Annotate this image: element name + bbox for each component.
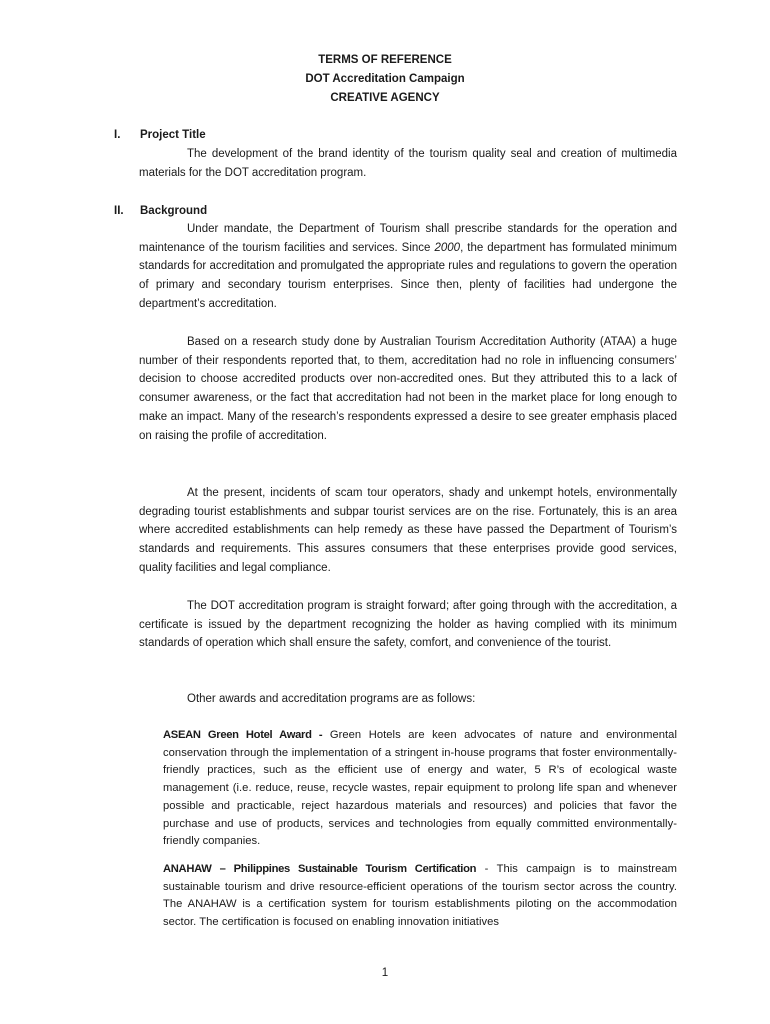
page-number: 1 xyxy=(381,967,389,979)
section-number: I. xyxy=(114,129,121,141)
background-paragraph-5 xyxy=(139,690,677,709)
paragraph: The DOT accreditation program is straight forward; after going through with the accreditation, a certificate is issued by the department recognizing the holder as having complied with its minimum standards of operation which shall ensure the safety, comfort, and convenience of the tourist. xyxy=(139,600,677,650)
section-title: Background xyxy=(140,205,208,217)
background-paragraph-1 xyxy=(139,220,677,314)
award-description: - This campaign is to mainstream sustainable tourism and drive resource-efficient operations of the tourism sector across the country. The ANAHAW is a certification system for tourism establishments piloting on the accommodation sector. The certification is focused on enabling innovation initiatives xyxy=(163,863,677,929)
paragraph: Based on a research study done by Australian Tourism Accreditation Authority (ATAA) a huge number of their respondents reported that, to them, accreditation had no role in influencing consumers’ decision to choose accredited products over non-accredited ones. But they attributed this to a lack of consumer awareness, or the fact that accreditation had not been in the market place for long enough to make an impact. Many of the research’s respondents expressed a desire to see greater emphasis placed on raising the profile of accreditation. xyxy=(139,336,677,442)
text-run: , the department has formulated minimum standards for accreditation and promulgated the appropriate rules and regulations to govern the operation of primary and secondary tourism enterprises. Since then, plenty of facilities had undergone the department’s accreditation. xyxy=(139,241,677,310)
paragraph: At the present, incidents of scam tour operators, shady and unkempt hotels, environmentally degrading tourist establishments and subpar tourist services are on the rise. Fortunately, this is an area where accredited establishments can help remedy as these have passed the Department of Tourism’s standards and requirements. This assures consumers that these enterprises provide good services, quality facilities and legal compliance. xyxy=(139,487,677,574)
text-run: Under mandate, the Department of Tourism shall prescribe standards for the operation and maintenance of the tourism facilities and services. Since xyxy=(139,223,677,254)
header-agency: CREATIVE AGENCY xyxy=(330,92,440,104)
paragraph: The development of the brand identity of the tourism quality seal and creation of multimedia materials for the DOT accreditation program. xyxy=(139,148,677,179)
paragraph xyxy=(139,220,677,314)
section-heading-project-title xyxy=(114,126,206,145)
award-description: Green Hotels are keen advocates of nature and environmental conservation through the implementation of a stringent in-house programs that foster environmentally- friendly practices, such as the efficient use of energy and water, 5 R’s of ecological waste management (i.e. reduce, reuse, recycle wastes, repair equipment to prolong life span and whenever possible and practicable, reject hazardous materials and resources) and policies that favor the purchase and use of products, services and technologies from equally committed environmentally-friendly companies. xyxy=(163,729,677,848)
paragraph: Other awards and accreditation programs are as follows: xyxy=(187,693,476,705)
header-title: TERMS OF REFERENCE xyxy=(318,54,452,66)
award-asean-green-hotel xyxy=(163,727,677,851)
background-paragraph-3 xyxy=(139,484,677,578)
award-name: ANAHAW – Philippines Sustainable Tourism Certification xyxy=(163,863,477,875)
section-title: Project Title xyxy=(140,129,206,141)
header-subtitle: DOT Accreditation Campaign xyxy=(305,73,465,85)
background-paragraph-4 xyxy=(139,597,677,653)
section-heading-background xyxy=(114,202,207,221)
project-title-body xyxy=(139,145,677,182)
document-header xyxy=(0,51,770,108)
award-anahaw xyxy=(163,861,677,932)
year-text: 2000 xyxy=(434,241,461,254)
section-number: II. xyxy=(114,205,124,217)
award-name: ASEAN Green Hotel Award - xyxy=(163,729,323,741)
background-paragraph-2 xyxy=(139,333,677,445)
